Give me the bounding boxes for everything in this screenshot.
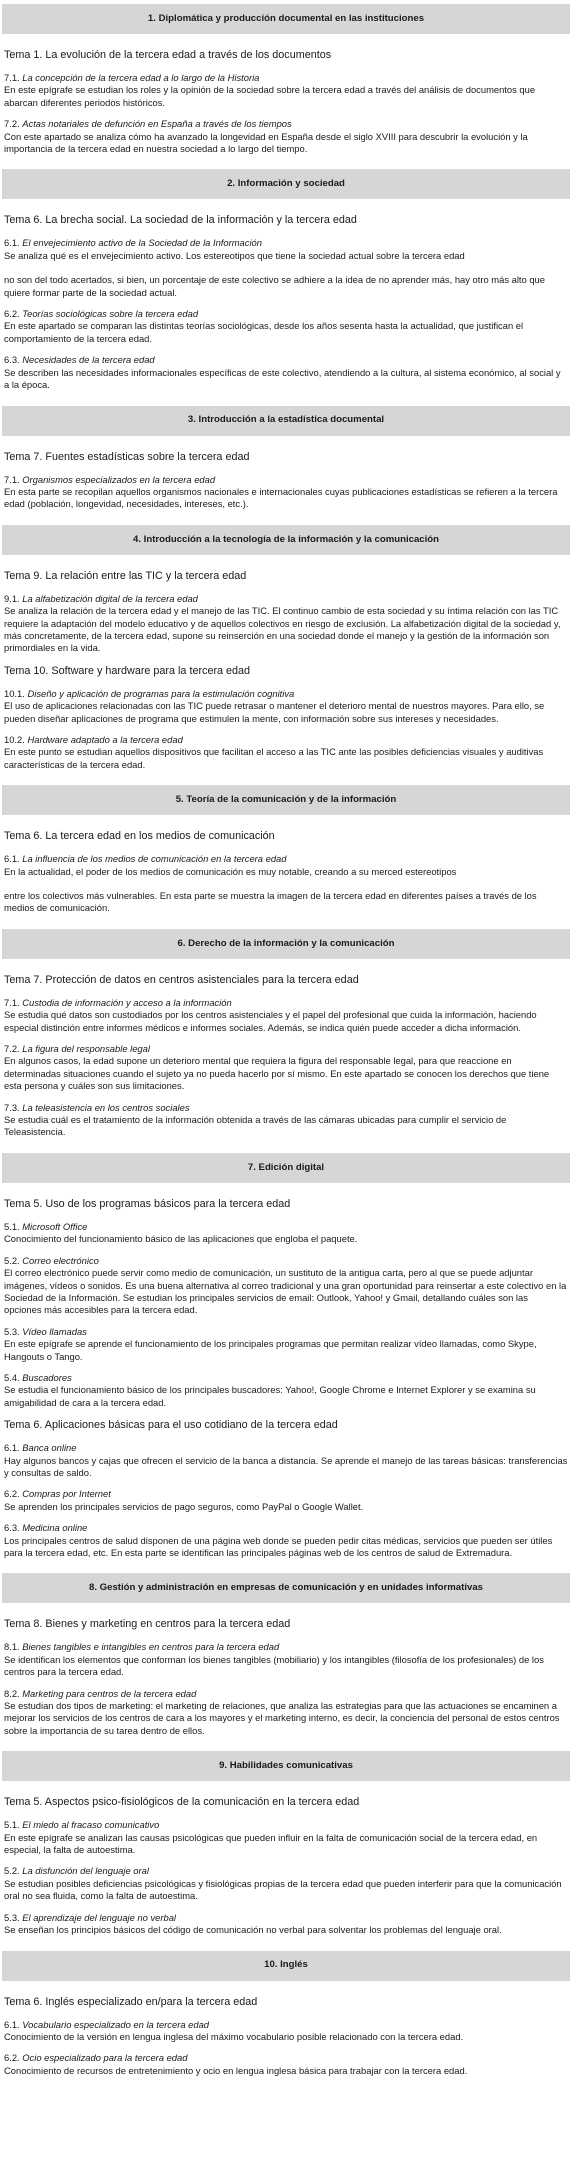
tema-title: Tema 10. Software y hardware para la tercera edad xyxy=(4,664,251,677)
topic-title: Medicina online xyxy=(22,1522,88,1534)
topic-description: En este epígrafe se aprende el funcionamiento de los principales programas que permitan realizar vídeo llamadas, como Skype, Hangouts o Tango. xyxy=(4,1338,537,1362)
topic-title: Hardware adaptado a la tercera edad xyxy=(27,733,183,745)
tema-title: Tema 6. Inglés especializado en/para la tercera edad xyxy=(4,1995,258,2008)
topic-title: La teleasistencia en los centros sociales xyxy=(22,1101,190,1113)
topic xyxy=(4,1221,568,1246)
topic-heading xyxy=(4,734,568,746)
topic-heading xyxy=(4,1043,568,1055)
topic-title: Banca online xyxy=(22,1442,77,1454)
topic-title: Vocabulario especializado en la tercera edad xyxy=(22,2018,210,2030)
topic xyxy=(4,997,568,1034)
topic-number: 5.3. xyxy=(4,1325,20,1337)
topic-description: En este apartado se comparan las distintas teorías sociológicas, desde los años sesenta hasta la actualidad, que justifican el comportamiento de la tercera edad. xyxy=(4,320,524,344)
topic-description: En este epígrafe se estudian los roles y la opinión de la sociedad sobre la tercera edad a través del análisis de documentos que abarcan diferentes periodos históricos. xyxy=(4,84,536,108)
topic-number: 5.3. xyxy=(4,1911,20,1923)
topic-heading xyxy=(4,853,568,865)
topic-description: Se estudian dos tipos de marketing: el marketing de relaciones, que analiza las estrategias para que las actuaciones se encaminen a mejorar los servicios de los centros de cara a los mayores y el marketing interno, es decir, la conciencia del personal de estos centros sobre la importancia de su tarea dentro de ellos. xyxy=(4,1700,560,1736)
topic-heading xyxy=(4,308,568,320)
section xyxy=(0,4,572,155)
section-header: 8. Gestión y administración en empresas de comunicación y en unidades informativas xyxy=(2,1573,570,1603)
topic-number: 6.1. xyxy=(4,853,20,865)
topic-description: El correo electrónico puede servir como medio de comunicación, un sustituto de la antigua carta, pero al que se puede adjuntar imágenes, vídeos o sonidos. Es una buena alternativa al correo tradicional y una gran oportunidad para reinsertar a este colectivo en la Sociedad de la Información. Se estudian los principales servicios de email: Outlook, Yahoo! y Gmail, detallando cuáles son las opciones más accesibles para la tercera edad. xyxy=(4,1267,567,1316)
topic-title: La alfabetización digital de la tercera edad xyxy=(22,592,198,604)
topic-heading xyxy=(4,1488,568,1500)
section-header: 3. Introducción a la estadística documental xyxy=(2,406,570,436)
topic-description-continued: no son del todo acertados, si bien, un porcentaje de este colectivo se adhiere a la idea de no aprender más, hay otro más alto que quiere formar parte de la sociedad actual. xyxy=(4,274,545,298)
topic-description: Conocimiento de recursos de entretenimiento y ocio en lengua inglesa básica para trabajar con la tercera edad. xyxy=(4,2064,468,2076)
topic-description: Se estudia cuál es el tratamiento de la información obtenida a través de las cámaras ubicadas para cumplir el servicio de Teleasistencia. xyxy=(4,1114,507,1138)
topic-title: Diseño y aplicación de programas para la estimulación cognitiva xyxy=(27,687,295,699)
topic-heading xyxy=(4,997,568,1009)
topic-number: 6.3. xyxy=(4,1522,20,1534)
topic-title: Marketing para centros de la tercera edad xyxy=(22,1687,197,1699)
tema-title: Tema 1. La evolución de la tercera edad a través de los documentos xyxy=(4,49,332,61)
topic-heading xyxy=(4,1865,568,1877)
topic-number: 7.2. xyxy=(4,1043,20,1055)
topic xyxy=(4,237,568,299)
topic xyxy=(4,1522,568,1559)
topic xyxy=(4,853,568,915)
topic-number: 6.1. xyxy=(4,2018,20,2030)
topic-title: Microsoft Office xyxy=(22,1220,88,1232)
topic-description: Se aprenden los principales servicios de pago seguros, como PayPal o Google Wallet. xyxy=(4,1500,364,1512)
topic xyxy=(4,2019,568,2044)
section xyxy=(0,1751,572,1936)
topic-number: 7.1. xyxy=(4,473,20,485)
topic-number: 6.3. xyxy=(4,354,20,366)
topic-heading xyxy=(4,1688,568,1700)
topic-description: En esta parte se recopilan aquellos organismos nacionales e internacionales cuyas publicaciones estadísticas se refieren a la tercera edad (población, longevidad, necesidades, intereses, etc.). xyxy=(4,485,558,510)
topic-title: El aprendizaje del lenguaje no verbal xyxy=(22,1911,177,1923)
topic-heading xyxy=(4,1442,568,1454)
topic-description: En este punto se estudian aquellos dispositivos que facilitan el acceso a las TIC ante las posibles deficiencias visuales y auditivas características de la tercera edad. xyxy=(4,746,544,770)
topic-heading xyxy=(4,2019,568,2031)
topic xyxy=(4,688,568,725)
topic-description: Hay algunos bancos y cajas que ofrecen el servicio de la banca a distancia. Se aprende el manejo de las tareas básicas: transferencias y consultas de saldo. xyxy=(4,1454,568,1478)
topic-description: Conocimiento de la versión en lengua inglesa del máximo vocabulario posible relacionado con la tercera edad. xyxy=(4,2030,464,2042)
topic-title: La figura del responsable legal xyxy=(22,1043,150,1055)
topic-heading xyxy=(4,1819,568,1831)
tema-title: Tema 8. Bienes y marketing en centros para la tercera edad xyxy=(4,1618,291,1631)
topic-heading xyxy=(4,118,568,130)
topic xyxy=(4,734,568,771)
tema-title: Tema 5. Uso de los programas básicos para la tercera edad xyxy=(4,1197,291,1210)
topic-description: Con este apartado se analiza cómo ha avanzado la longevidad en España desde el siglo XVIII para descubrir la evolución y la importancia de la tercera edad en nuestra sociedad a lo largo del tiempo. xyxy=(4,130,528,155)
topic-description: En este epígrafe se analizan las causas psicológicas que pueden influir en la falta de comunicación social de la tercera edad, en especial, la falta de autoestima. xyxy=(4,1831,538,1856)
topic-number: 6.2. xyxy=(4,2052,20,2064)
topic-heading xyxy=(4,688,568,700)
topic-title: Ocio especializado para la tercera edad xyxy=(22,2052,188,2064)
topic xyxy=(4,1043,568,1093)
topic-description: El uso de aplicaciones relacionadas con las TIC puede retrasar o mantener el deterioro mental de nuestros mayores. Para ello, se pueden diseñar aplicaciones de programa que estimulen la mente, con información sobre sus intereses y necesidades. xyxy=(4,700,545,724)
topic-heading xyxy=(4,1372,568,1384)
topic-title: El miedo al fracaso comunicativo xyxy=(22,1819,160,1831)
topic-description: Se analiza la relación de la tercera edad y el manejo de las TIC. El continuo cambio de esta sociedad y su íntima relación con las TIC requiere la adaptación del modelo educativo y de aquellos colectivos en riesgo de exclusión. La alfabetización digital de la sociedad y, más concretamente, de la tercera edad, supone su reinserción en una sociedad donde el manejo y la gestión de la información son primordiales en la vida. xyxy=(4,605,561,654)
topic-title: Correo electrónico xyxy=(22,1254,99,1266)
section-header: 4. Introducción a la tecnología de la información y la comunicación xyxy=(2,525,570,555)
topic xyxy=(4,1865,568,1902)
topic-title: Necesidades de la tercera edad xyxy=(22,354,155,366)
topic-heading xyxy=(4,1102,568,1114)
topic-number: 7.2. xyxy=(4,118,20,130)
topic xyxy=(4,1912,568,1937)
topic-heading xyxy=(4,237,568,249)
topic-title: Organismos especializados en la tercera edad xyxy=(22,473,216,485)
topic-title: Teorías sociológicas sobre la tercera edad xyxy=(22,308,199,320)
topic-heading xyxy=(4,72,568,84)
section xyxy=(0,525,572,771)
tema-title: Tema 6. La brecha social. La sociedad de la información y la tercera edad xyxy=(4,214,357,227)
topic-heading xyxy=(4,593,568,605)
section xyxy=(0,1153,572,1560)
section-header: 7. Edición digital xyxy=(2,1153,570,1183)
topic-description: Se identifican los elementos que conforman los bienes tangibles (mobiliario) y los intangibles (filosofía de los profesionales) de los centros para la tercera edad. xyxy=(4,1653,544,1678)
topic xyxy=(4,1102,568,1139)
topic-heading xyxy=(4,474,568,486)
section-header: 1. Diplomática y producción documental en las instituciones xyxy=(2,4,570,34)
topic-number: 6.1. xyxy=(4,1442,20,1454)
topic-description: En la actualidad, el poder de los medios de comunicación es muy notable, creando a su merced estereotipos xyxy=(4,865,457,877)
topic-description: Se estudia qué datos son custodiados por los centros asistenciales y el papel del profesional que cuida la información, haciendo especial distinción entre informes médicos e informes sociales. Además, se indica quién puede acceder a dicha información. xyxy=(4,1009,537,1033)
topic-description: Se estudian posibles deficiencias psicológicas y fisiológicas propias de la tercera edad que pueden interferir para que la comunicación oral no sea fluida, como la falta de autoestima. xyxy=(4,1877,562,1902)
tema-title: Tema 9. La relación entre las TIC y la tercera edad xyxy=(4,569,247,582)
topic-number: 10.2. xyxy=(4,733,25,745)
topic-heading xyxy=(4,1221,568,1233)
topic-number: 5.4. xyxy=(4,1371,20,1383)
topic-title: El envejecimiento activo de la Sociedad de la Información xyxy=(22,237,262,249)
section-header: 2. Información y sociedad xyxy=(2,169,570,199)
topic-heading xyxy=(4,1641,568,1653)
topic-title: La disfunción del lenguaje oral xyxy=(22,1865,149,1877)
topic-number: 5.2. xyxy=(4,1254,20,1266)
topic-title: Vídeo llamadas xyxy=(22,1325,87,1337)
section-header: 10. Inglés xyxy=(2,1951,570,1981)
topic-number: 8.1. xyxy=(4,1641,20,1653)
topic-description-continued: entre los colectivos más vulnerables. En esta parte se muestra la imagen de la tercera edad en diferentes países a través de los medios de comunicación. xyxy=(4,890,537,914)
topic xyxy=(4,2052,568,2077)
topic-description: Se enseñan los principios básicos del código de comunicación no verbal para solventar los problemas del lenguaje oral. xyxy=(4,1924,502,1936)
topic-description: En algunos casos, la edad supone un deterioro mental que requiera la figura del responsable legal, para que reaccione en determinadas situaciones cuando el sujeto ya no pueda hacerlo por sí mismo. En este apartado se conocen los derechos que tiene esta persona y cuáles son sus limitaciones. xyxy=(4,1055,550,1092)
topic-number: 8.2. xyxy=(4,1687,20,1699)
topic xyxy=(4,308,568,345)
topic-description: Se analiza qué es el envejecimiento activo. Los estereotipos que tiene la sociedad actual sobre la tercera edad xyxy=(4,249,465,261)
tema-title: Tema 7. Protección de datos en centros asistenciales para la tercera edad xyxy=(4,973,359,986)
tema-title: Tema 5. Aspectos psico-fisiológicos de la comunicación en la tercera edad xyxy=(4,1796,360,1809)
topic-number: 7.1. xyxy=(4,72,20,83)
tema-title: Tema 6. Aplicaciones básicas para el uso cotidiano de la tercera edad xyxy=(4,1419,338,1432)
section xyxy=(0,406,572,511)
topic-title: Actas notariales de defunción en España a través de los tiempos xyxy=(22,118,292,130)
topic-description: Conocimiento del funcionamiento básico de las aplicaciones que engloba el paquete. xyxy=(4,1233,358,1245)
section xyxy=(0,1573,572,1737)
topic-number: 7.1. xyxy=(4,996,20,1008)
topic xyxy=(4,1255,568,1317)
topic-title: Custodia de información y acceso a la información xyxy=(22,996,232,1008)
topic-heading xyxy=(4,1522,568,1534)
topic-number: 9.1. xyxy=(4,592,20,604)
topic-title: Bienes tangibles e intangibles en centros para la tercera edad xyxy=(22,1641,280,1653)
topic-number: 5.1. xyxy=(4,1819,20,1831)
topic-number: 7.3. xyxy=(4,1101,20,1113)
topic xyxy=(4,1442,568,1479)
topic-heading xyxy=(4,1326,568,1338)
section xyxy=(0,1951,572,2078)
tema-title: Tema 6. La tercera edad en los medios de comunicación xyxy=(4,830,275,843)
topic-title: La concepción de la tercera edad a lo largo de la Historia xyxy=(22,72,260,83)
section-header: 5. Teoría de la comunicación y de la información xyxy=(2,785,570,815)
topic-heading xyxy=(4,354,568,366)
tema-title: Tema 7. Fuentes estadísticas sobre la tercera edad xyxy=(4,450,250,463)
topic xyxy=(4,1372,568,1409)
section xyxy=(0,929,572,1139)
topic-number: 5.2. xyxy=(4,1865,20,1877)
topic-number: 6.1. xyxy=(4,237,20,249)
topic-title: Compras por Internet xyxy=(22,1488,111,1500)
topic xyxy=(4,593,568,655)
topic-number: 6.2. xyxy=(4,308,20,320)
section xyxy=(0,169,572,391)
topic-number: 10.1. xyxy=(4,687,25,699)
topic-description: Se describen las necesidades informacionales específicas de este colectivo, atendiendo a la cultura, al sistema económico, al social y a la época. xyxy=(4,366,561,391)
topic xyxy=(4,72,568,109)
topic xyxy=(4,118,568,155)
section-header: 6. Derecho de la información y la comunicación xyxy=(2,929,570,959)
topic-heading xyxy=(4,1912,568,1924)
topic xyxy=(4,1488,568,1513)
topic-number: 6.2. xyxy=(4,1488,20,1500)
topic-description: Se estudia el funcionamiento básico de los principales buscadores: Yahoo!, Google Chrome e Internet Explorer y se examina su amigabilidad de cara a la tercera edad. xyxy=(4,1384,536,1408)
topic xyxy=(4,474,568,511)
topic-heading xyxy=(4,1255,568,1267)
section xyxy=(0,785,572,915)
topic-heading xyxy=(4,2052,568,2064)
topic-number: 5.1. xyxy=(4,1220,20,1232)
topic xyxy=(4,1688,568,1738)
topic xyxy=(4,1819,568,1856)
topic xyxy=(4,1326,568,1363)
topic xyxy=(4,354,568,391)
section-header: 9. Habilidades comunicativas xyxy=(2,1751,570,1781)
topic-description: Los principales centros de salud disponen de una página web donde se pueden pedir citas médicas, servicios que pueden ser útiles para la tercera edad, etc. En esta parte se identifican las principales páginas web de los centros de salud de Extremadura. xyxy=(4,1534,553,1558)
topic xyxy=(4,1641,568,1678)
topic-title: La influencia de los medios de comunicación en la tercera edad xyxy=(22,853,287,865)
topic-title: Buscadores xyxy=(22,1371,72,1383)
